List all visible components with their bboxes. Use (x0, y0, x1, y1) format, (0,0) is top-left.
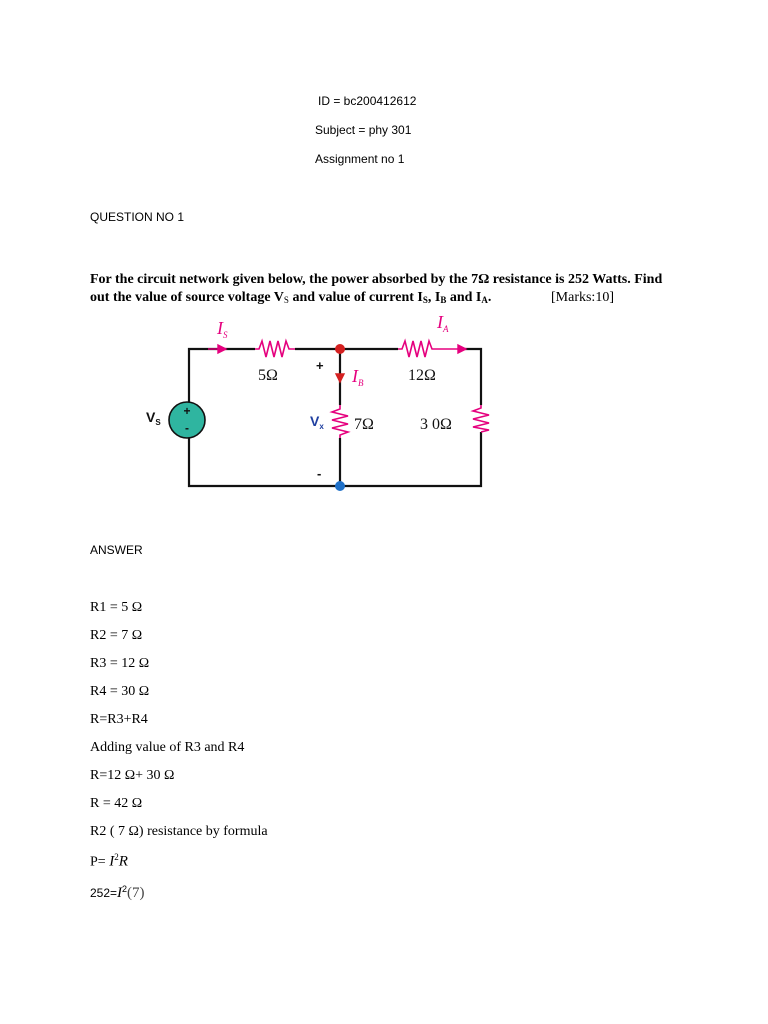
label-ib-main: I (352, 366, 358, 386)
arrow-ia-icon (458, 345, 466, 353)
label-is (216, 318, 228, 340)
label-vx (310, 413, 324, 431)
answer-line: R2 = 7 Ω (90, 628, 143, 643)
label-ib (351, 366, 364, 388)
question-text-part: and I (446, 290, 482, 305)
label-ia-main: I (437, 312, 443, 332)
label-30ohm: 3 0Ω (420, 416, 452, 433)
label-vx-plus: + (316, 358, 324, 373)
question-text-part: out the value of source voltage V (90, 290, 284, 305)
node-top (335, 344, 345, 354)
label-vx-main: V (310, 413, 320, 429)
source-minus: - (185, 421, 189, 435)
marks-label: [Marks:10] (551, 290, 614, 305)
wire-top-left (189, 349, 255, 405)
assignment-line: Assignment no 1 (315, 152, 405, 166)
formula-exponent: 2 (114, 852, 119, 862)
resistor-5ohm (255, 341, 295, 357)
subscript: B (440, 295, 447, 305)
wire-bottom (189, 432, 481, 486)
question-text-line2 (90, 290, 491, 306)
subject-line: Subject = phy 301 (315, 123, 412, 137)
question-text-line1: For the circuit network given below, the power absorbed by the 7Ω resistance is 252 Watts. Find (90, 272, 663, 287)
label-7ohm: 7Ω (354, 416, 374, 433)
answer-line: R = 42 Ω (90, 796, 143, 811)
student-id: ID = bc200412612 (318, 94, 417, 108)
formula-var: I (117, 885, 123, 901)
label-vs-sub: S (155, 418, 161, 427)
formula-exponent: 2 (122, 884, 128, 894)
question-text-part: , I (427, 290, 441, 305)
answer-heading: ANSWER (90, 543, 143, 557)
formula-var: R (118, 853, 128, 870)
answer-line: Adding value of R3 and R4 (90, 740, 245, 755)
question-text-part: . (487, 290, 492, 305)
formula-var: I (109, 853, 115, 870)
formula-part: (7) (127, 885, 145, 901)
node-bottom (335, 481, 345, 491)
circuit-diagram (140, 310, 520, 500)
resistor-30ohm (473, 405, 489, 432)
subscript: S (283, 295, 289, 305)
label-ia (436, 312, 449, 334)
label-vx-minus: - (317, 466, 322, 481)
answer-line: R4 = 30 Ω (90, 684, 150, 699)
source-plus: + (183, 404, 191, 418)
formula-power (90, 852, 128, 871)
label-12ohm: 12Ω (408, 367, 436, 384)
subscript: A (481, 295, 488, 305)
arrow-ib-icon (336, 374, 344, 382)
question-heading: QUESTION NO 1 (90, 210, 185, 224)
question-text-part: and value of current I (288, 290, 423, 305)
answer-line: R=12 Ω+ 30 Ω (90, 768, 175, 783)
resistor-12ohm (398, 341, 436, 357)
label-vx-sub: x (319, 422, 324, 431)
label-ia-sub: A (443, 324, 449, 334)
label-is-main: I (217, 318, 223, 338)
label-ib-sub: B (358, 378, 364, 388)
answer-line: R1 = 5 Ω (90, 600, 143, 615)
answer-line: R=R3+R4 (90, 712, 148, 727)
formula-part: 252= (90, 886, 118, 900)
resistor-7ohm (332, 405, 348, 438)
formula-part: P= (90, 854, 110, 870)
formula-substituted (90, 884, 145, 902)
label-is-sub: S (223, 330, 228, 340)
label-vs (146, 409, 161, 427)
answer-line: R3 = 12 Ω (90, 656, 150, 671)
wire-right (465, 349, 481, 405)
label-5ohm: 5Ω (258, 367, 278, 384)
label-vs-main: V (146, 409, 156, 425)
answer-line: R2 ( 7 Ω) resistance by formula (90, 824, 268, 839)
arrow-is-icon (218, 345, 226, 353)
subscript: S (422, 295, 428, 305)
